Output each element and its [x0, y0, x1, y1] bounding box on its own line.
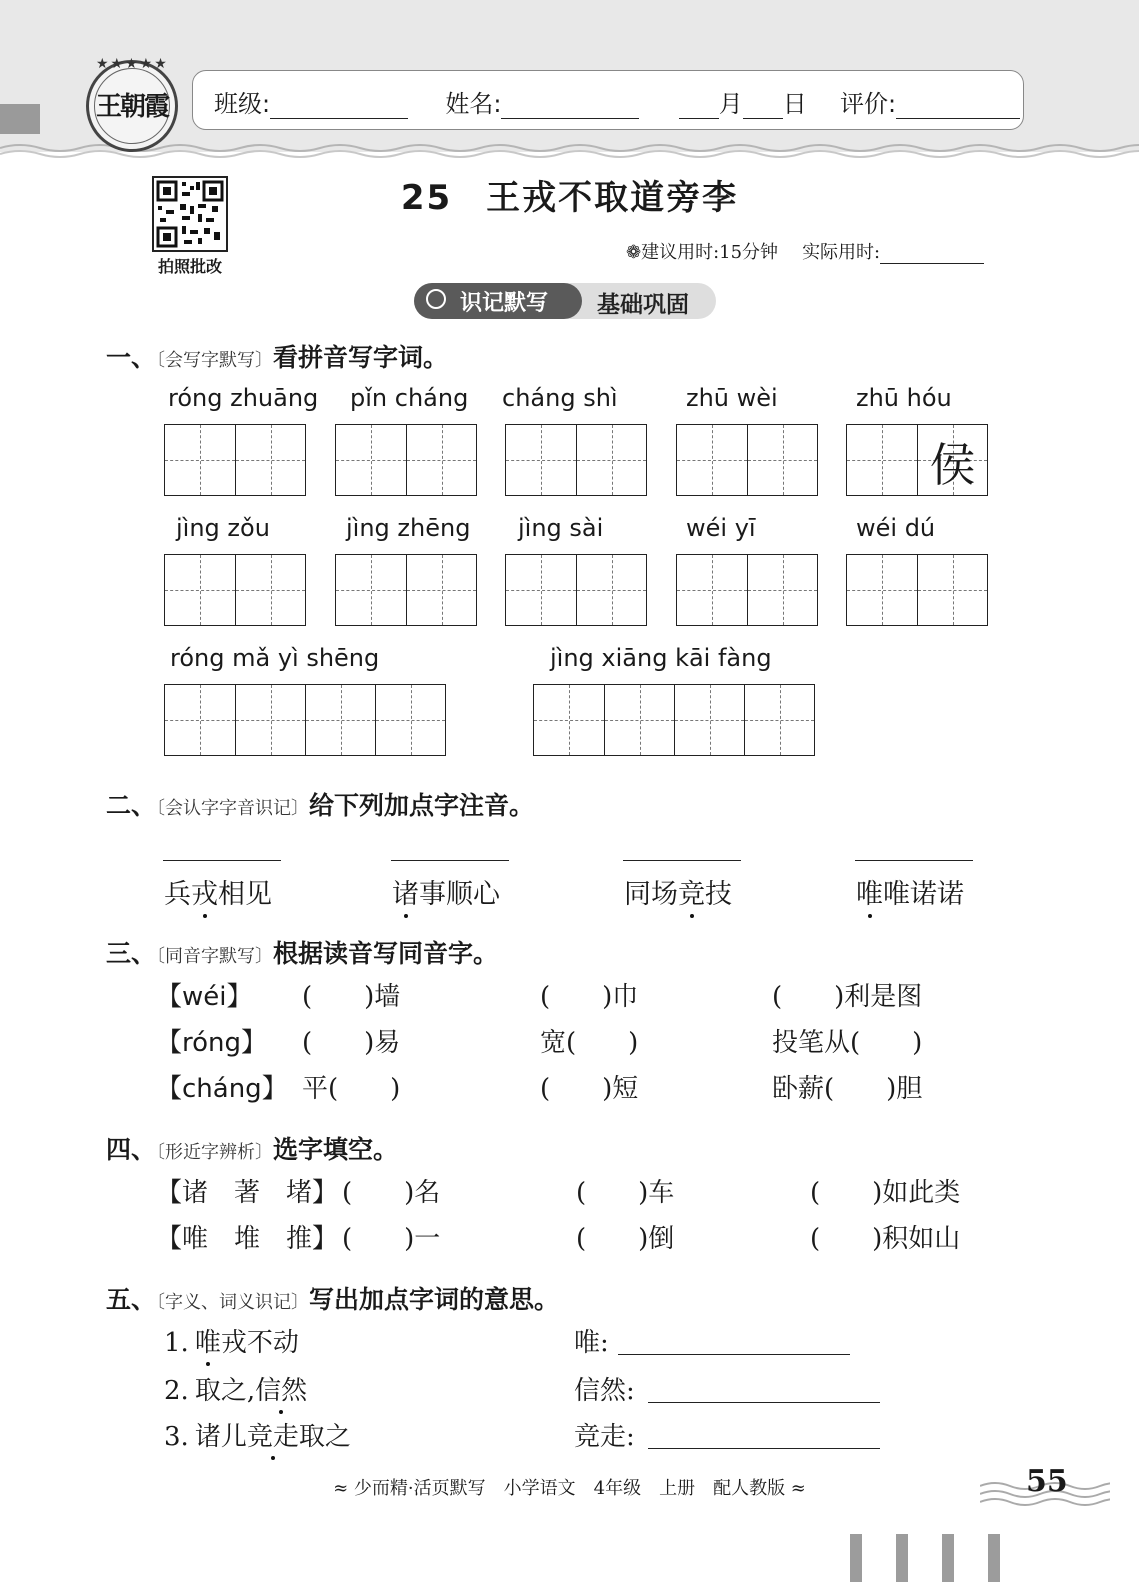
fill-blank-item[interactable]: 卧薪( )胆: [772, 1074, 923, 1104]
fill-blank-item[interactable]: ( )车: [576, 1178, 675, 1208]
pinyin-answer-line[interactable]: [623, 858, 741, 861]
lesson-number: 25: [400, 178, 453, 218]
pinyin-label: róng mǎ yì shēng: [170, 644, 380, 672]
tianzige-cell[interactable]: [747, 555, 817, 625]
sentence-item: [164, 1322, 299, 1359]
section-1-heading: [106, 338, 448, 374]
edge-bar: [988, 1534, 1000, 1582]
dotted-word: [856, 872, 964, 911]
writing-grid: [164, 424, 306, 496]
header-wave-decoration: [0, 140, 1139, 164]
month-field[interactable]: [679, 92, 719, 119]
sentence-item: [164, 1370, 307, 1407]
section-4-tag: 〔形近字辨析〕: [156, 1142, 274, 1163]
row-label: 【唯 堆 推】: [156, 1224, 339, 1254]
tianzige-cell[interactable]: [677, 425, 747, 495]
section-3-number: 三、: [106, 939, 157, 968]
tianzige-cell[interactable]: [917, 555, 987, 625]
fill-blank-item[interactable]: ( )利是图: [772, 982, 923, 1012]
dotted-character: 竞: [678, 879, 705, 910]
pinyin-answer-line[interactable]: [855, 858, 973, 861]
pinyin-label: jìng sài: [518, 514, 604, 542]
tianzige-cell[interactable]: [847, 555, 917, 625]
section-5-heading: [106, 1280, 559, 1316]
section-3-heading: [106, 934, 498, 970]
publisher-logo-text: 王朝霞: [95, 92, 168, 122]
side-tab-marker: [0, 104, 40, 134]
dotted-character: 唯: [856, 879, 883, 910]
meaning-label: 唯:: [574, 1328, 609, 1358]
tianzige-cell[interactable]: [235, 685, 305, 755]
clock-flower-icon: ❁: [626, 242, 642, 263]
qr-caption: 拍照批改: [157, 257, 222, 276]
meaning-answer-line[interactable]: [648, 1448, 880, 1449]
section-5-text: 写出加点字词的意思。: [309, 1285, 560, 1314]
section-3-text: 根据读音写同音字。: [273, 939, 499, 968]
lesson-title-text: 王戎不取道旁李: [486, 178, 739, 218]
section-4-heading: [106, 1130, 398, 1166]
tianzige-cell[interactable]: [165, 555, 235, 625]
dotted-word: 竞走: [246, 1422, 299, 1452]
meaning-answer-line[interactable]: [618, 1354, 850, 1355]
fill-blank-item[interactable]: 投笔从( ): [772, 1028, 923, 1058]
item-number: 3.: [164, 1422, 189, 1452]
lesson-title: [0, 170, 1139, 219]
tianzige-cell[interactable]: [165, 425, 235, 495]
writing-grid: [164, 554, 306, 626]
tianzige-cell[interactable]: [165, 685, 235, 755]
row-label: 【诸 著 堵】: [156, 1178, 339, 1208]
tianzige-cell[interactable]: [506, 555, 576, 625]
writing-grid: [505, 424, 647, 496]
meaning-label: 信然:: [574, 1376, 635, 1406]
medal-icon: [426, 289, 446, 309]
pinyin-label: pǐn cháng: [350, 384, 469, 412]
writing-grid: [676, 554, 818, 626]
section-2-number: 二、: [106, 791, 157, 820]
pinyin-label: jìng zhēng: [346, 514, 471, 542]
sentence-part: 取之: [298, 1422, 351, 1452]
tianzige-cell[interactable]: [576, 425, 646, 495]
tianzige-cell[interactable]: [747, 425, 817, 495]
tianzige-cell[interactable]: [406, 555, 476, 625]
tianzige-cell[interactable]: [744, 685, 814, 755]
student-info-row: [214, 84, 1020, 119]
name-label: 姓名:: [445, 90, 502, 118]
section-4-text: 选字填空。: [273, 1135, 399, 1164]
fill-blank-item[interactable]: ( )易: [302, 1028, 401, 1058]
actual-time-field[interactable]: [880, 243, 984, 264]
tianzige-cell[interactable]: [674, 685, 744, 755]
meaning-answer-line[interactable]: [648, 1402, 880, 1403]
fill-blank-item[interactable]: ( )积如山: [810, 1224, 961, 1254]
writing-grid: [335, 424, 477, 496]
day-label: 日: [782, 90, 807, 118]
row-label: 【cháng】: [156, 1074, 288, 1104]
section-3-tag: 〔同音字默写〕: [156, 946, 274, 967]
class-label: 班级:: [214, 90, 271, 118]
pinyin-label: wéi yī: [686, 514, 756, 542]
meaning-label: 竞走:: [574, 1422, 635, 1452]
dotted-character: 戎: [191, 879, 218, 910]
time-hint: [626, 238, 984, 264]
dotted-word: [164, 872, 272, 911]
pinyin-label: jìng xiāng kāi fàng: [550, 644, 772, 672]
row-label: 【wéi】: [156, 982, 253, 1012]
writing-grid: [676, 424, 818, 496]
tianzige-cell[interactable]: [506, 425, 576, 495]
pinyin-label: róng zhuāng: [168, 384, 319, 412]
fill-blank-item[interactable]: ( )墙: [302, 982, 401, 1012]
dotted-word: [392, 872, 500, 911]
edge-bar: [896, 1534, 908, 1582]
month-label: 月: [718, 90, 743, 118]
tianzige-cell[interactable]: [917, 425, 987, 495]
fill-blank-item[interactable]: 平( ): [302, 1074, 401, 1104]
tianzige-cell[interactable]: [336, 425, 406, 495]
section-2-heading: [106, 786, 534, 822]
sentence-item: [164, 1416, 351, 1453]
name-field[interactable]: [501, 92, 639, 119]
section-1-tag: 〔会写字默写〕: [156, 350, 274, 371]
writing-grid: [533, 684, 815, 756]
tianzige-cell[interactable]: [847, 425, 917, 495]
section-1-text: 看拼音写字词。: [273, 343, 449, 372]
writing-grid: [505, 554, 647, 626]
item-number: 1.: [164, 1328, 189, 1358]
pinyin-label: zhū hóu: [856, 384, 952, 412]
tianzige-cell[interactable]: [235, 555, 305, 625]
tianzige-cell[interactable]: [604, 685, 674, 755]
sentence-part: 诸儿: [194, 1422, 247, 1452]
pinyin-label: zhū wèi: [686, 384, 778, 412]
word-part: 唯诺诺: [883, 879, 964, 910]
tianzige-cell[interactable]: [677, 555, 747, 625]
section-2-tag: 〔会认字字音识记〕: [156, 798, 310, 819]
writing-grid: [846, 554, 988, 626]
tianzige-cell[interactable]: [406, 425, 476, 495]
section-1-number: 一、: [106, 343, 157, 372]
fill-blank-item[interactable]: ( )名: [342, 1178, 441, 1208]
actual-time-label: 实际用时:: [802, 242, 881, 263]
tianzige-cell[interactable]: [375, 685, 445, 755]
day-field[interactable]: [743, 92, 783, 119]
rating-label: 评价:: [840, 90, 897, 118]
fill-blank-item[interactable]: 宽( ): [540, 1028, 639, 1058]
tianzige-cell[interactable]: [305, 685, 375, 755]
writing-grid: [846, 424, 988, 496]
word-part: 相见: [218, 879, 272, 910]
tianzige-cell[interactable]: [576, 555, 646, 625]
section-5-number: 五、: [106, 1285, 157, 1314]
edge-bar: [850, 1534, 862, 1582]
footer-text: ≈ 少而精·活页默写 小学语文 4年级 上册 配人教版 ≈: [333, 1478, 806, 1499]
word-part: 技: [705, 879, 732, 910]
word-part: 事顺心: [419, 879, 500, 910]
cell-character: 侯: [929, 438, 976, 492]
word-part: 兵: [164, 879, 191, 910]
writing-grid: [335, 554, 477, 626]
dotted-word: 信然: [255, 1376, 308, 1406]
badge-left-text: 识记默写: [460, 291, 549, 316]
row-label: 【róng】: [156, 1028, 268, 1058]
section-4-number: 四、: [106, 1135, 157, 1164]
page-number: 55: [1026, 1464, 1068, 1499]
logo-stars: ★★★★★: [96, 56, 169, 72]
item-number: 2.: [164, 1376, 189, 1406]
pinyin-label: jìng zǒu: [176, 514, 270, 542]
sentence-part: 取之,: [194, 1376, 256, 1406]
pinyin-label: wéi dú: [856, 514, 936, 542]
word-part: 同场: [624, 879, 678, 910]
pinyin-label: cháng shì: [502, 384, 618, 412]
edge-bar: [942, 1534, 954, 1582]
dotted-word: [624, 872, 732, 911]
fill-blank-item[interactable]: ( )一: [342, 1224, 441, 1254]
tianzige-cell[interactable]: [336, 555, 406, 625]
tianzige-cell[interactable]: [235, 425, 305, 495]
rating-field[interactable]: [896, 92, 1020, 119]
section-2-text: 给下列加点字注音。: [309, 791, 535, 820]
section-5-tag: 〔字义、词义识记〕: [156, 1292, 310, 1313]
fill-blank-item[interactable]: ( )倒: [576, 1224, 675, 1254]
badge-right-text: 基础巩固: [597, 292, 689, 318]
pinyin-answer-line[interactable]: [163, 858, 281, 861]
class-field[interactable]: [270, 92, 408, 119]
fill-blank-item[interactable]: ( )短: [540, 1074, 639, 1104]
pinyin-answer-line[interactable]: [391, 858, 509, 861]
fill-blank-item[interactable]: ( )巾: [540, 982, 639, 1012]
fill-blank-item[interactable]: ( )如此类: [810, 1178, 961, 1208]
writing-grid: [164, 684, 446, 756]
sentence-part: 戎不动: [220, 1328, 299, 1358]
dotted-word: 唯: [194, 1328, 221, 1358]
suggested-time: 建议用时:15分钟: [641, 242, 779, 263]
dotted-character: 诸: [392, 879, 419, 910]
tianzige-cell[interactable]: [534, 685, 604, 755]
